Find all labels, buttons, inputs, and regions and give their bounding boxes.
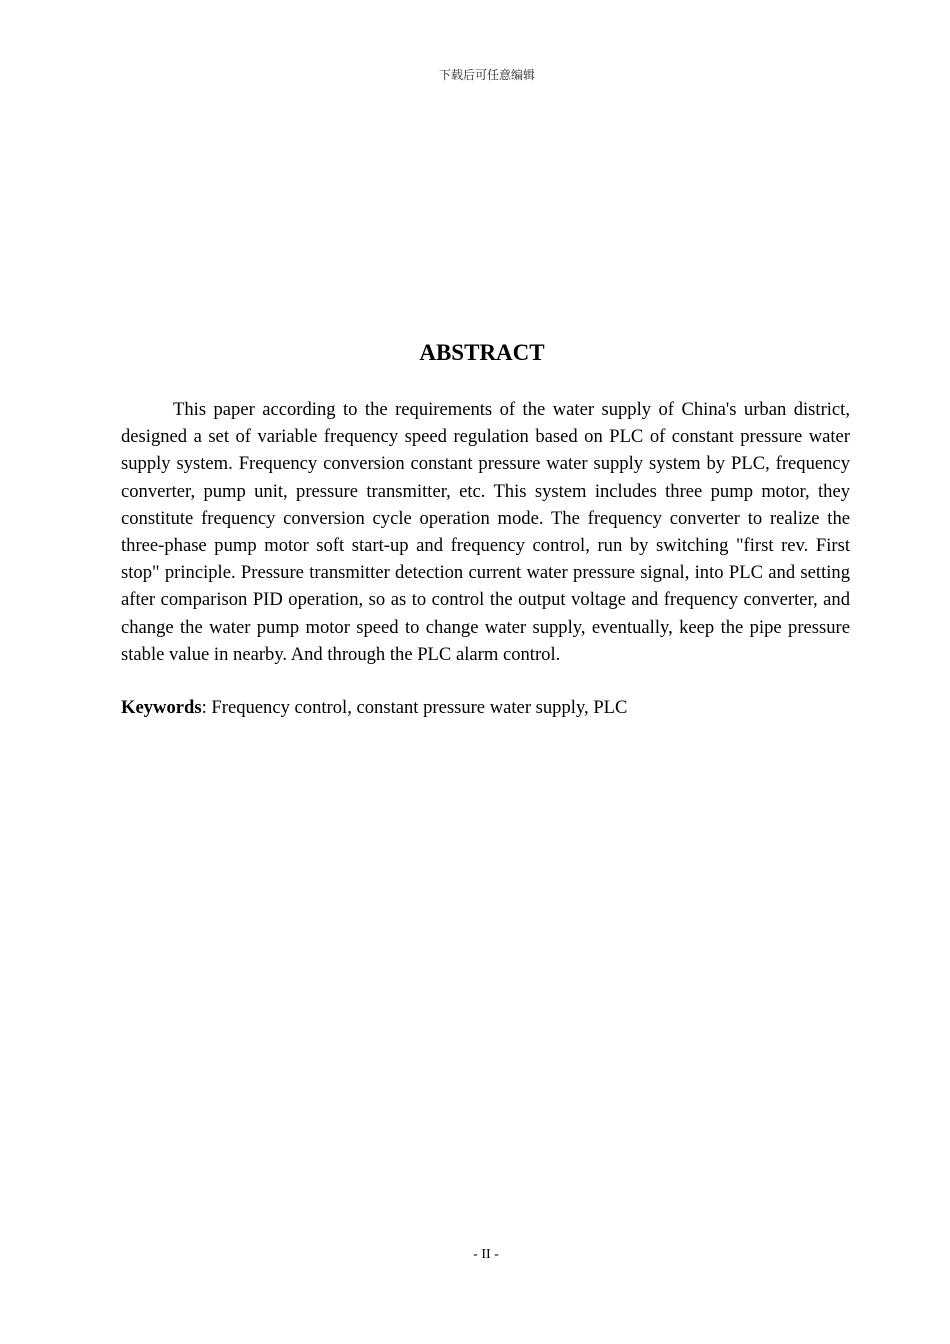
keywords-line bbox=[121, 694, 850, 721]
keywords-label: Keywords bbox=[121, 697, 202, 718]
header-note: 下载后可任意编辑 bbox=[438, 68, 535, 82]
keywords-value: Frequency control, constant pressure water supply, PLC bbox=[211, 697, 628, 718]
page-number: - II - bbox=[473, 1247, 499, 1262]
page-title: ABSTRACT bbox=[419, 340, 545, 365]
abstract-body: This paper according to the requirements of the water supply of China's urban district, designed a set of variable frequency speed regulation based on PLC of constant pressure water supply system. Frequency conversion constant pressure water supply system by PLC, frequency converter, pump unit, pressure transmitter, etc. This system includes three pump motor, they constitute frequency conversion cycle operation mode. The frequency converter to realize the three-phase pump motor soft start-up and frequency control, run by switching "first rev. First stop" principle. Pressure transmitter detection current water pressure signal, into PLC and setting after comparison PID operation, so as to control the output voltage and frequency converter, and change the water pump motor speed to change water supply, eventually, keep the pipe pressure stable value in nearby. And through the PLC alarm control. bbox=[121, 399, 850, 665]
keywords-separator: : bbox=[201, 697, 212, 718]
